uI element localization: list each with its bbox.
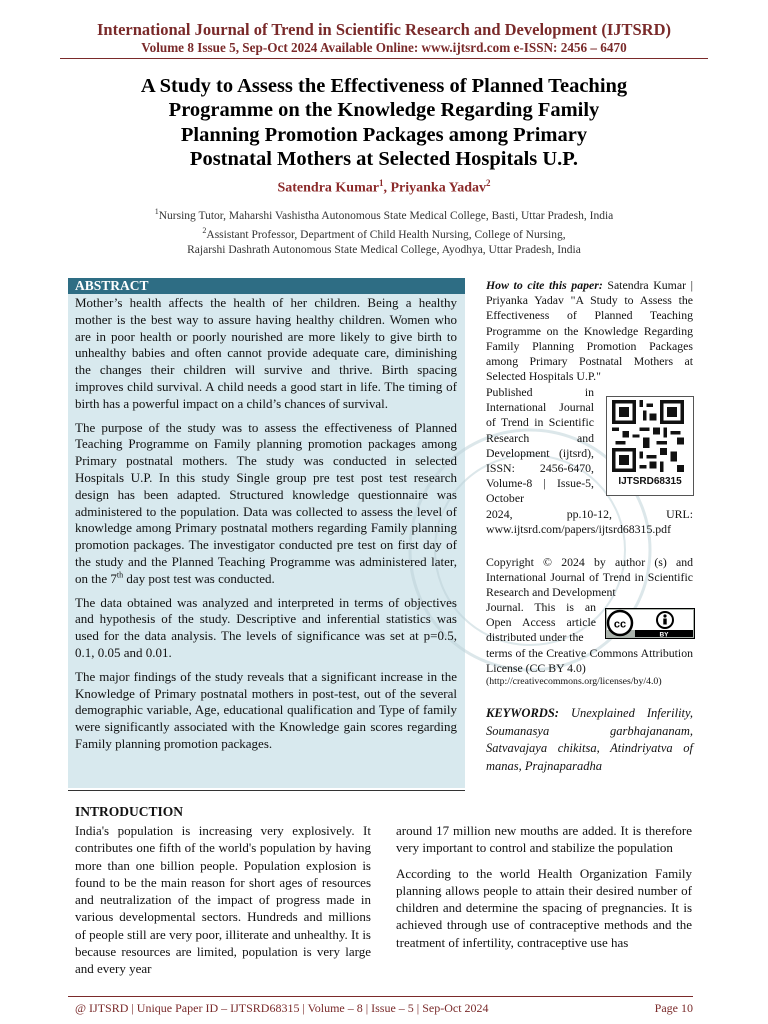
author-separator: , [383, 180, 391, 196]
affiliation-2 [0, 226, 768, 241]
citation-url[interactable]: 2024, pp.10-12, URL: www.ijtsrd.com/papers/ijtsrd68315.pdf [486, 507, 693, 537]
footer-divider [68, 996, 693, 997]
abstract-p2-tail: day post test was conducted. [123, 570, 275, 586]
abstract-heading: ABSTRACT [68, 278, 465, 294]
author-2-sup: 2 [486, 178, 491, 188]
body-paragraph: around 17 million new mouths are added. It is therefore very important to control and stabilize the population [396, 823, 692, 856]
paper-title-line: Postnatal Mothers at Selected Hospitals U.P. [189, 147, 579, 170]
author-1: Satendra Kumar [277, 180, 379, 196]
body-paragraph: According to the world Health Organization Family planning allows people to attain their desired number of children and determine the spacing of pregnancies. It is achieved through use of contraceptive methods and the treatment of infertility, contraceptive use has [396, 865, 692, 950]
abstract-bottom-rule [68, 790, 465, 791]
svg-text:cc: cc [613, 618, 627, 631]
copyright-license: terms of the Creative Commons Attribution License (CC BY 4.0) [486, 646, 693, 676]
affiliation-1-text: Nursing Tutor, Maharshi Vashistha Autonomous State Medical College, Basti, Uttar Pradesh, India [158, 209, 614, 222]
qr-code-icon [610, 400, 686, 472]
cc-badge-label: BY [659, 631, 669, 639]
citation-text: Satendra Kumar | Priyanka Yadav "A Study to Assess the Effectiveness of Planned Teaching Programme on the Knowledge Regarding Family Planning Promotion Packages among Primary Postnatal Mothers at Selected Hospitals U.P." [486, 278, 693, 384]
qr-paper-id: IJTSRD68315 [618, 476, 682, 487]
keywords-label: KEYWORDS: [486, 706, 559, 720]
citation-label: How to cite this paper: [486, 278, 603, 292]
page-number: Page 10 [654, 1001, 693, 1015]
introduction-right-column [396, 822, 692, 959]
header-divider [60, 58, 708, 59]
author-1-sup: 1 [378, 178, 384, 188]
abstract-paragraph: Mother’s health affects the health of her children. Being a healthy mother is the best way to assure having healthy children. Women who are in poor health or poorly nourished are more likely to give birth to unhealthy babies and often cannot provide adequate care, diminishing the changes their children will survive and thrive. Birth spacing improves child survival. A child needs a good start in life. The timing of birth has a powerful impact on a child’s chances of survival. [75, 295, 457, 411]
authors [0, 178, 768, 197]
abstract-p2-text: The purpose of the study was to assess the effectiveness of Planned Teaching Programme on Family planning promotion packages among Primary postnatal mothers. The study was conducted in selected Hospitals U.P. In this study Single group pre test post test research design has been adapted. Structured knowledge questionnaire was administered to the population. Data was collected to assess the level of knowledge among Primary postnatal mothers regarding Family planning promotion packages. The investigator conducted pre test on first day of the study and the Planned Teaching Programme was administered later, on the 7 [75, 419, 457, 586]
copyright-text: Copyright © 2024 by author (s) and International Journal of Trend in Scientific Research and Development [486, 555, 693, 600]
author-2: Priyanka Yadav [390, 180, 487, 196]
cc-by-license-icon[interactable] [605, 608, 695, 639]
journal-volume-line: Volume 8 Issue 5, Sep-Oct 2024 Available Online: www.ijtsrd.com e-ISSN: 2456 – 6470 [141, 40, 627, 55]
journal-title: International Journal of Trend in Scientific Research and Development (IJTSRD) [97, 20, 671, 39]
affiliation-2-sup: 2 [202, 226, 207, 235]
abstract-p2-sup: th [116, 570, 124, 580]
citation-block [486, 278, 693, 384]
paper-title-line: Planning Promotion Packages among Primary [180, 123, 588, 146]
abstract-body [75, 295, 457, 760]
keywords [486, 705, 693, 775]
citation-published: Published in International Journal of Trend in Scientific Research and Development (ijtsrd), ISSN: 2456-6470, Volume-8 | Issue-5, October [486, 385, 594, 506]
footer-info: @ IJTSRD | Unique Paper ID – IJTSRD68315 | Volume – 8 | Issue – 5 | Sep-Oct 2024 [75, 1001, 489, 1015]
license-url[interactable]: (http://creativecommons.org/licenses/by/4.0) [486, 676, 662, 687]
abstract-paragraph: The data obtained was analyzed and interpreted in terms of objectives and hypothesis of the study. Descriptive and inferential statistics was used for the data analysis. The levels of significance was set at p=0.5, 0.1, 0.05 and 0.01. [75, 594, 457, 660]
affiliation-3: Rajarshi Dashrath Autonomous State Medical College, Ayodhya, Uttar Pradesh, India [187, 244, 581, 256]
keywords-text: Unexplained Inferility, Soumanasya garbhajananam, Satvavajaya chikitsa, Atindriyatva of manas, Prajnaparadha [486, 706, 693, 773]
affiliation-2-text: Assistant Professor, Department of Child Health Nursing, College of Nursing, [206, 228, 566, 241]
introduction-left-column [75, 822, 371, 986]
introduction-heading: INTRODUCTION [75, 804, 184, 819]
copyright-open-access: Journal. This is an Open Access article distributed under the [486, 600, 596, 645]
affiliation-1-sup: 1 [154, 207, 159, 216]
paper-title [100, 74, 668, 171]
paper-title-line: Programme on the Knowledge Regarding Family [168, 99, 600, 122]
abstract-paragraph [75, 420, 457, 588]
body-paragraph: India's population is increasing very explosively. It contributes one fifth of the world's population by having more than one billion people. Population explosion is found to be the main reason for short ages of resources and neutralization of the impact of progress made in various developmental sectors. Hundreds and millions of people still are very poor, illiterate and unhealthy. It is because resources are limited, population is very large and every year [75, 823, 371, 977]
paper-title-line: A Study to Assess the Effectiveness of Planned Teaching [140, 75, 628, 97]
abstract-paragraph: The major findings of the study reveals that a significant increase in the Knowledge of Primary postnatal mothers in post-test, out of the several demographic variable, Age, educational qualification and Type of family were significantly associated with the Knowledge gain scores regarding Family planning promotion packages. [75, 668, 457, 751]
affiliation-1 [0, 207, 768, 222]
